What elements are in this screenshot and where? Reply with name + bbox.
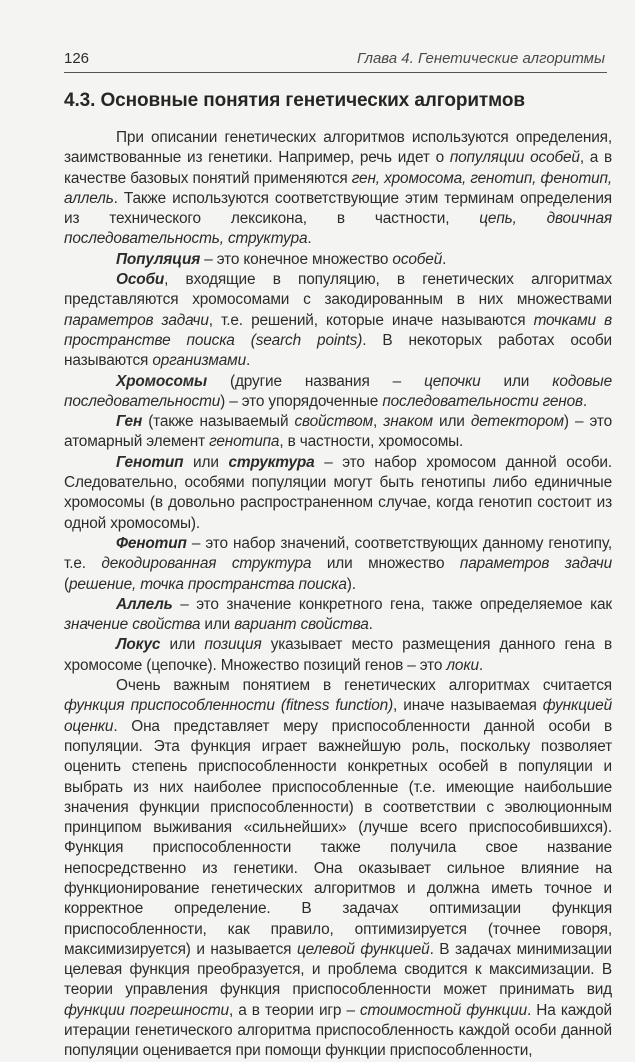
italic-term: цепочки [424, 372, 481, 390]
text-run: ) – это атомарный элемент [64, 413, 613, 451]
italic-term: позиция [204, 636, 262, 654]
text-run: или [183, 453, 229, 471]
text-run: (также называемый [142, 413, 295, 431]
text-run: ) – это упорядоченные [220, 392, 383, 410]
italic-term: популяции особей [449, 149, 580, 167]
paragraph [64, 534, 612, 595]
text-run: . [307, 230, 312, 248]
italic-term: функции погрешности [64, 1001, 229, 1019]
text-run: , т.е. решений, которые иначе называются [208, 311, 534, 329]
text-run: , иначе называемая [393, 697, 543, 715]
italic-term: функция приспособленности (fitness function) [64, 697, 394, 715]
italic-term: стоимостной функции [360, 1001, 528, 1019]
text-run: . На каждой итерации генетического алгоритма приспособленность каждой особи данной популяции оценивается при помощи функции приспособленности, [64, 1001, 612, 1060]
text-run: . В некоторых работах особи называются [64, 331, 612, 370]
text-run: , [373, 413, 384, 431]
text-run: . [442, 250, 447, 268]
italic-term: организмами [152, 352, 246, 370]
text-run: . [246, 352, 251, 370]
italic-term: вариант свойства [234, 616, 369, 634]
text-run: – это набор хромосом данной особи. Следовательно, особями популяции могут быть генотипы либо единичные хромосомы (в довольно распространенном случае, когда генотип состоит из одной хромосомы). [64, 453, 612, 532]
italic-term: детектором [470, 413, 564, 431]
paragraph [64, 635, 612, 676]
italic-term: целевой функцией [296, 940, 430, 958]
italic-term: функцией оценки [64, 697, 612, 735]
text-run: , а в теории игр – [228, 1001, 361, 1019]
paragraph [64, 372, 612, 413]
paragraph [64, 676, 612, 1062]
text-run: ). [346, 575, 356, 593]
italic-term: последовательности генов [382, 392, 583, 410]
paragraph [64, 250, 612, 270]
paragraph [64, 453, 612, 534]
italic-term: решение, точка пространства поиска [68, 575, 347, 593]
italic-term: значение свойства [64, 616, 201, 634]
defined-term: Ген [116, 413, 143, 431]
running-head: Глава 4. Генетические алгоритмы [356, 50, 605, 67]
section-title: 4.3. Основные понятия генетических алгоритмов [64, 90, 525, 111]
defined-term: Аллель [116, 595, 173, 613]
italic-term: точками в пространстве поиска (search points) [64, 311, 612, 349]
italic-term: особей [392, 250, 443, 268]
defined-term: Хромосомы [116, 372, 207, 390]
text-run: ( [64, 575, 69, 593]
page-number: 126 [64, 50, 90, 67]
paragraph [64, 270, 612, 371]
defined-term: Фенотип [116, 534, 187, 552]
defined-term: Локус [116, 636, 161, 654]
text-run: . Она представляет меру приспособленности данной особи в популяции. Эта функция играет важнейшую роль, поскольку позволяет оценить степень приспособленности конкретных особей в популяции и выбрать из них наиболее приспособленные (т.е. имеющие наибольшие значения функции приспособленности) в соответствии с эволюционным принципом выживания «сильнейших» (лучше всего приспособившихся). Функция приспособленности также получила свое название непосредственно из генетики. Она оказывает сильное влияние на функционирование генетических алгоритмов и должна иметь точное и корректное определение. В задачах оптимизации функция приспособленности, как правило, оптимизируется (точнее говоря, максимизируется) и называется [64, 717, 612, 958]
text-run: (другие названия – [207, 372, 425, 390]
defined-term: структура [228, 453, 315, 471]
text-run: Очень важным понятием в генетических алгоритмах считается [116, 677, 612, 695]
page-header [64, 46, 607, 73]
paragraph [64, 128, 612, 250]
italic-term: генотипа [209, 433, 280, 451]
italic-term: параметров задачи [64, 311, 209, 329]
italic-term: кодовые последовательности [64, 372, 613, 410]
text-run: или множество [311, 555, 460, 573]
text-run: , в частности, хромосомы. [279, 433, 464, 451]
defined-term: Генотип [116, 453, 184, 471]
text-run: При описании генетических алгоритмов используются определения, заимствованные из генетики. Например, речь идет о [64, 129, 612, 167]
text-run: . [368, 616, 373, 634]
text-run: – это конечное множество [200, 250, 393, 268]
text-run: или [160, 636, 205, 654]
italic-term: знаком [383, 413, 433, 431]
italic-term: локи [446, 656, 479, 674]
text-run: или [432, 413, 471, 431]
text-run: . [478, 656, 484, 674]
text-run: – это значение конкретного гена, также определяемое как [172, 595, 612, 613]
text-run: или [480, 372, 553, 390]
paragraph [64, 595, 612, 636]
text-run: указывает место размещения данного гена в хромосоме (цепочке). Множество позиций генов – это [64, 636, 612, 674]
text-run: – это набор значений, соответствующих данному генотипу, т.е. [64, 534, 612, 573]
text-run: , а в качестве базовых понятий применяются [64, 149, 612, 187]
text-run: , входящие в популяцию, в генетических алгоритмах представляются хромосомами с закодированным в них множествами [64, 271, 612, 309]
text-run: . Также используются соответствующие этим терминам определения из технического лексикона, в частности, [64, 189, 612, 228]
italic-term: декодированная структура [101, 555, 312, 573]
italic-term: параметров задачи [459, 555, 612, 573]
text-run: . [582, 392, 588, 410]
italic-term: свойством [294, 413, 373, 431]
body-text [64, 128, 612, 1062]
paragraph [64, 412, 612, 453]
text-run: или [200, 616, 235, 634]
italic-term: цепь, двоичная последовательность, структура [64, 210, 612, 248]
defined-term: Популяция [116, 250, 201, 268]
text-run: . В задачах минимизации целевая функция преобразуется, и проблема сводится к максимизации. В теории управления функция приспособленности может принимать вид [64, 940, 613, 999]
italic-term: ген, хромосома, генотип, фенотип, аллель [64, 169, 612, 207]
defined-term: Особи [116, 271, 165, 289]
